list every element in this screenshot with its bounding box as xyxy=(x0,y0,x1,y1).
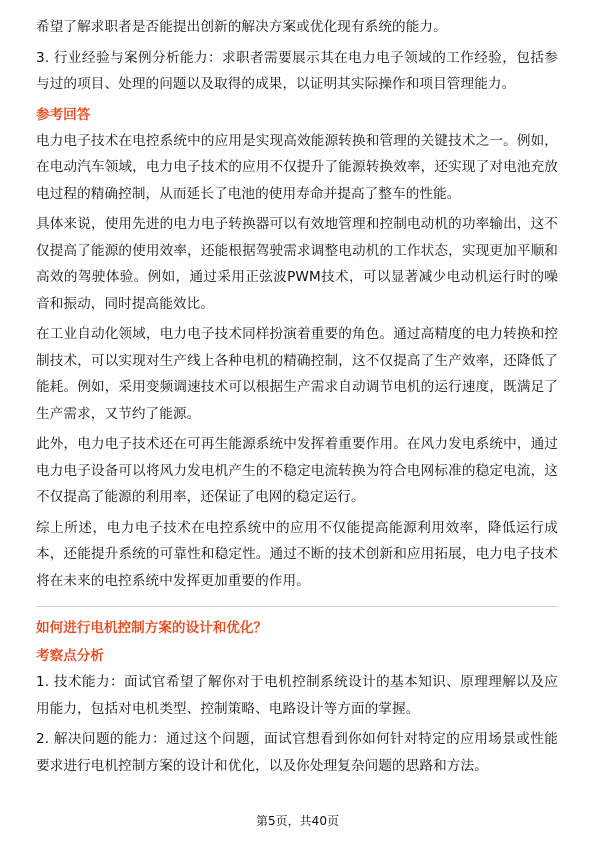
question-point-1: 1. 技术能力：面试官希望了解你对于电机控制系统设计的基本知识、原理理解以及应用能力，包括对电机类型、控制策略、电路设计等方面的掌握。 xyxy=(36,674,558,717)
question-point-2: 2. 解决问题的能力：通过这个问题，面试官想看到你如何针对特定的应用场景或性能要求进行电机控制方案的设计和优化，以及你处理复杂问题的思路和方法。 xyxy=(36,731,558,774)
answer-paragraph-3: 在工业自动化领域，电力电子技术同样扮演着重要的角色。通过高精度的电力转换和控制技术，可以实现对生产线上各种电机的精确控制，这不仅提高了生产效率，还降低了能耗。例如，采用变频调速技术可以根据生产需求自动调节电机的运行速度，既满足了生产需求，又节约了能源。 xyxy=(36,326,558,422)
section-divider xyxy=(36,606,558,607)
analysis-heading: 考察点分析 xyxy=(36,648,104,664)
reference-answer-heading: 参考回答 xyxy=(36,106,91,123)
page-number: 第5页，共40页 xyxy=(256,814,339,828)
answer-paragraph-2: 具体来说，使用先进的电力电子转换器可以有效地管理和控制电动机的功率输出，这不仅提高了能源的使用效率，还能根据驾驶需求调整电动机的工作状态，实现更加平顺和高效的驾驶体验。例如，通过采用正弦波PWM技术，可以显著减少电动机运行时的噪音和振动，同时提高能效比。 xyxy=(36,216,558,312)
document-page xyxy=(36,14,558,783)
analysis-point-3: 3. 行业经验与案例分析能力：求职者需要展示其在电力电子领域的工作经验，包括参与过的项目、处理的问题以及取得的成果，以证明其实际操作和项目管理能力。 xyxy=(36,49,558,92)
answer-paragraph-4: 此外，电力电子技术还在可再生能源系统中发挥着重要作用。在风力发电系统中，通过电力电子设备可以将风力发电机产生的不稳定电流转换为符合电网标准的稳定电流，这不仅提高了能源的利用率，还保证了电网的稳定运行。 xyxy=(36,436,558,505)
question-title: 如何进行电机控制方案的设计和优化？ xyxy=(36,620,268,636)
answer-paragraph-1: 电力电子技术在电控系统中的应用是实现高效能源转换和管理的关键技术之一。例如，在电动汽车领域，电力电子技术的应用不仅提升了能源转换效率，还实现了对电池充放电过程的精确控制，从而延长了电池的使用寿命并提高了整车的性能。 xyxy=(36,132,558,202)
answer-paragraph-5: 综上所述，电力电子技术在电控系统中的应用不仅能提高能源利用效率，降低运行成本，还能提升系统的可靠性和稳定性。通过不断的技术创新和应用拓展，电力电子技术将在未来的电控系统中发挥更加重要的作用。 xyxy=(36,519,558,589)
intro-continuation: 希望了解求职者是否能提出创新的解决方案或优化现有系统的能力。 xyxy=(36,19,447,35)
